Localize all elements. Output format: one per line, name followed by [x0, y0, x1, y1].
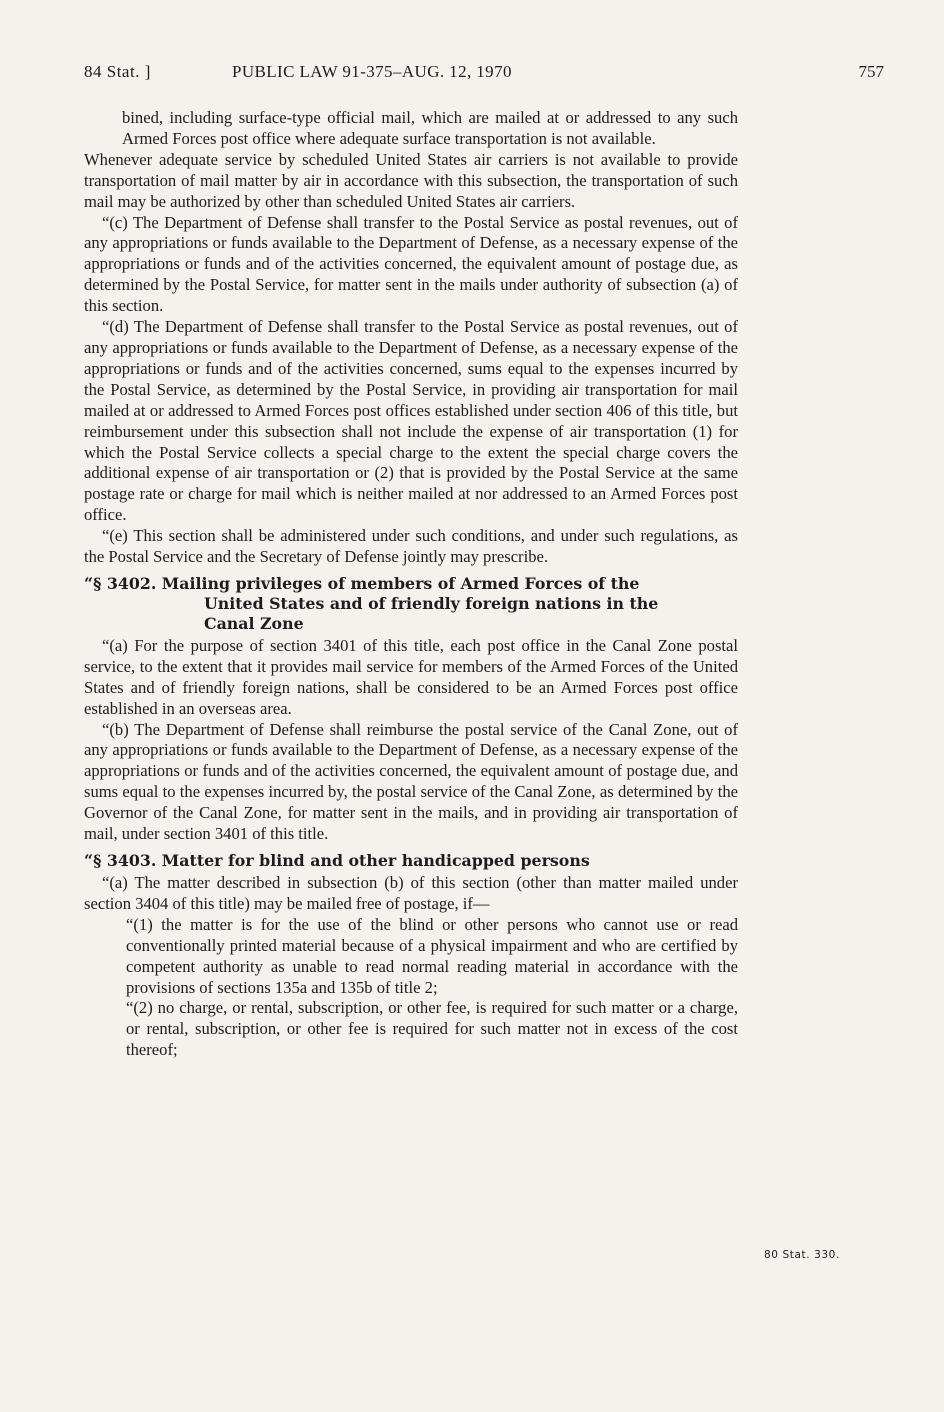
section-3402-subsection-a: “(a) For the purpose of section 3401 of this title, each post office in the Canal Zone postal service, to the extent that it provides mail service for members of the Armed Forces of the United States and of friendly foreign nations, shall be considered to be an Armed Forces post office established in an overseas area.	[84, 635, 738, 718]
page-header	[84, 62, 884, 86]
statute-body	[84, 108, 738, 1061]
section-3402-subsection-b: “(b) The Department of Defense shall reimburse the postal service of the Canal Zone, out of any appropriations or funds available to the Department of Defense, as a necessary expense of the appropriations or funds and of the activities concerned, the equivalent amount of postage due, and sums equal to the expenses incurred by, the postal service of the Canal Zone, as determined by the Governor of the Canal Zone, for matter sent in the mails, and in providing air transportation of mail, under section 3401 of this title.	[84, 719, 738, 844]
page-number: 757	[858, 62, 884, 81]
section-3403-item-1: “(1) the matter is for the use of the blind or other persons who cannot use or read conventionally printed material because of a physical impairment and who are certified by competent authority as unable to read normal reading material in accordance with the provisions of sections 135a and 135b of title 2;	[126, 914, 738, 997]
section-3402-heading	[84, 574, 738, 634]
running-title: PUBLIC LAW 91-375–AUG. 12, 1970	[232, 62, 512, 81]
subsection-e: “(e) This section shall be administered under such conditions, and under such regulations, as the Postal Service and the Secretary of Defense jointly may prescribe.	[84, 526, 738, 567]
margin-citation: 80 Stat. 330.	[764, 1249, 840, 1261]
subsection-d: “(d) The Department of Defense shall transfer to the Postal Service as postal revenues, out of any appropriations or funds available to the Department of Defense, as a necessary expense of the appropriations or funds and of the activities concerned, sums equal to the expenses incurred by the Postal Service, as determined by the Postal Service, in providing air transportation for mail mailed at or addressed to Armed Forces post offices established under section 406 of this title, but reimbursement under this subsection shall not include the expense of air transportation (1) for which the Postal Service collects a special charge to the extent the special charge covers the additional expense of air transportation or (2) that is provided by the Postal Service at the same postage rate or charge for mail which is neither mailed at nor addressed to an Armed Forces post office.	[84, 317, 738, 525]
paragraph-whenever: Whenever adequate service by scheduled United States air carriers is not available to provide transportation of mail matter by air in accordance with this subsection, the transportation of such mail may be authorized by other than scheduled United States air carriers.	[84, 149, 738, 211]
statute-volume: 84 Stat. ]	[84, 62, 151, 81]
subsection-c: “(c) The Department of Defense shall transfer to the Postal Service as postal revenues, out of any appropriations or funds available to the Department of Defense, as a necessary expense of the appropriations or funds and of the activities concerned, the equivalent amount of postage due, as determined by the Postal Service, for matter sent in the mails under authority of subsection (a) of this section.	[84, 212, 738, 316]
section-3403-heading: “§ 3403. Matter for blind and other handicapped persons	[84, 851, 590, 870]
continued-paragraph: bined, including surface-type official mail, which are mailed at or addressed to any such Armed Forces post office where adequate surface transportation is not available.	[122, 108, 738, 148]
section-3403-item-2: “(2) no charge, or rental, subscription, or other fee, is required for such matter or a charge, or rental, subscription, or other fee is required for such matter not in excess of the cost thereof;	[126, 998, 738, 1060]
section-3403-subsection-a: “(a) The matter described in subsection (b) of this section (other than matter mailed under section 3404 of this title) may be mailed free of postage, if—	[84, 873, 738, 913]
heading-line: “§ 3402. Mailing privileges of members of Armed Forces of the	[84, 573, 640, 593]
heading-line: Canal Zone	[204, 613, 304, 633]
heading-line: United States and of friendly foreign nations in the	[204, 593, 659, 613]
